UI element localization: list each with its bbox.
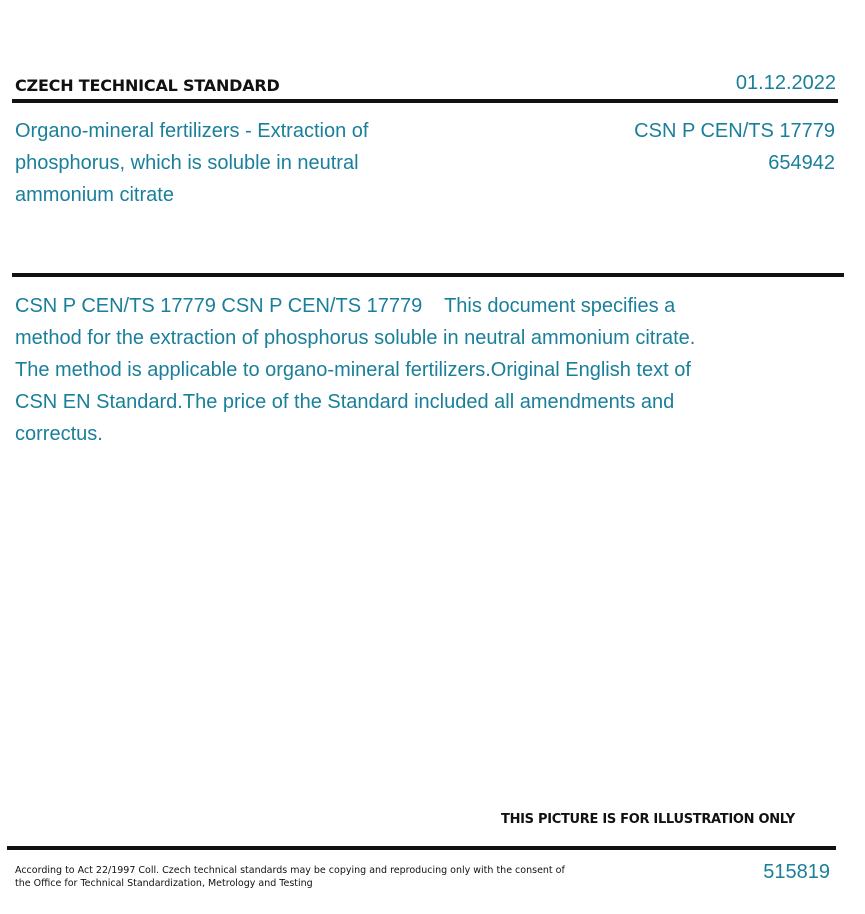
illustration-notice: THIS PICTURE IS FOR ILLUSTRATION ONLY xyxy=(501,812,795,827)
header-divider xyxy=(12,99,838,103)
standard-title: Organo-mineral fertilizers - Extraction of phosphorus, which is soluble in neutral ammonium citrate xyxy=(15,120,369,206)
publication-date: 01.12.2022 xyxy=(735,72,836,94)
footer-divider xyxy=(7,846,836,850)
standard-code-block xyxy=(634,115,835,179)
document-type-label: CZECH TECHNICAL STANDARD xyxy=(15,76,280,95)
standard-description: CSN P CEN/TS 17779 CSN P CEN/TS 17779 This document specifies a method for the extraction of phosphorus soluble in neutral ammonium citrate. The method is applicable to organo-mineral fertilizers.Original English text of CSN EN Standard.The price of the Standard included all amendments and correctus. xyxy=(15,295,712,445)
standard-code: CSN P CEN/TS 17779 xyxy=(634,120,835,142)
section-divider xyxy=(12,273,844,277)
catalog-number: 654942 xyxy=(768,152,835,174)
legal-notice: According to Act 22/1997 Coll. Czech technical standards may be copying and reproducing only with the consent of the Office for Technical Standardization, Metrology and Testing xyxy=(15,865,565,889)
footer-code: 515819 xyxy=(763,861,830,883)
